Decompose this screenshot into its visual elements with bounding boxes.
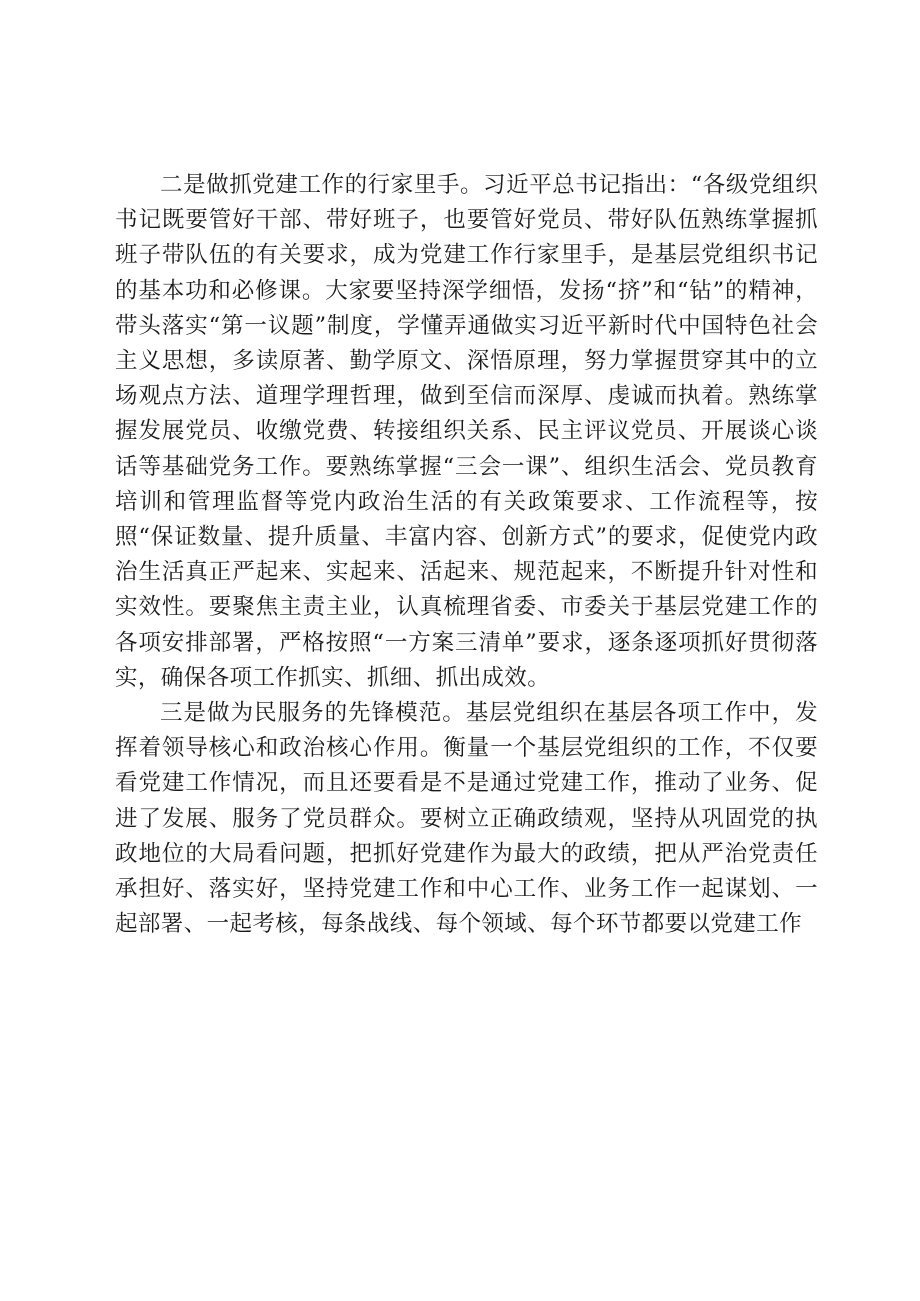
paragraph-party-building-expert: 二是做抓党建工作的行家里手。习近平总书记指出：“各级党组织书记既要管好干部、带好班子，也要管好党员、带好队伍熟练掌握抓班子带队伍的有关要求，成为党建工作行家里手，是基层党组织书记的基本功和必修课。大家要坚持深学细悟，发扬“挤”和“钻”的精神，带头落实“第一议题”制度，学懂弄通做实习近平新时代中国特色社会主义思想，多读原著、勤学原文、深悟原理，努力掌握贯穿其中的立场观点方法、道理学理哲理，做到至信而深厚、虔诚而执着。熟练掌握发展党员、收缴党费、转接组织关系、民主评议党员、开展谈心谈话等基础党务工作。要熟练掌握“三会一课”、组织生活会、党员教育培训和管理监督等党内政治生活的有关政策要求、工作流程等，按照“保证数量、提升质量、丰富内容、创新方式”的要求，促使党内政治生活真正严起来、实起来、活起来、规范起来，不断提升针对性和实效性。要聚焦主责主业，认真梳理省委、市委关于基层党建工作的各项安排部署，严格按照“一方案三清单”要求，逐条逐项抓好贯彻落实，确保各项工作抓实、抓细、抓出成效。 bbox=[115, 172, 818, 691]
paragraph-service-vanguard: 三是做为民服务的先锋模范。基层党组织在基层各项工作中，发挥着领导核心和政治核心作用。衡量一个基层党组织的工作，不仅要看党建工作情况，而且还要看是不是通过党建工作，推动了业务、促进了发展、服务了党员群众。要树立正确政绩观，坚持从巩固党的执政地位的大局看问题，把抓好党建作为最大的政绩，把从严治党责任承担好、落实好，坚持党建工作和中心工作、业务工作一起谋划、一起部署、一起考核，每条战线、每个领域、每个环节都要以党建工作 bbox=[115, 700, 818, 938]
document-body bbox=[115, 168, 818, 942]
